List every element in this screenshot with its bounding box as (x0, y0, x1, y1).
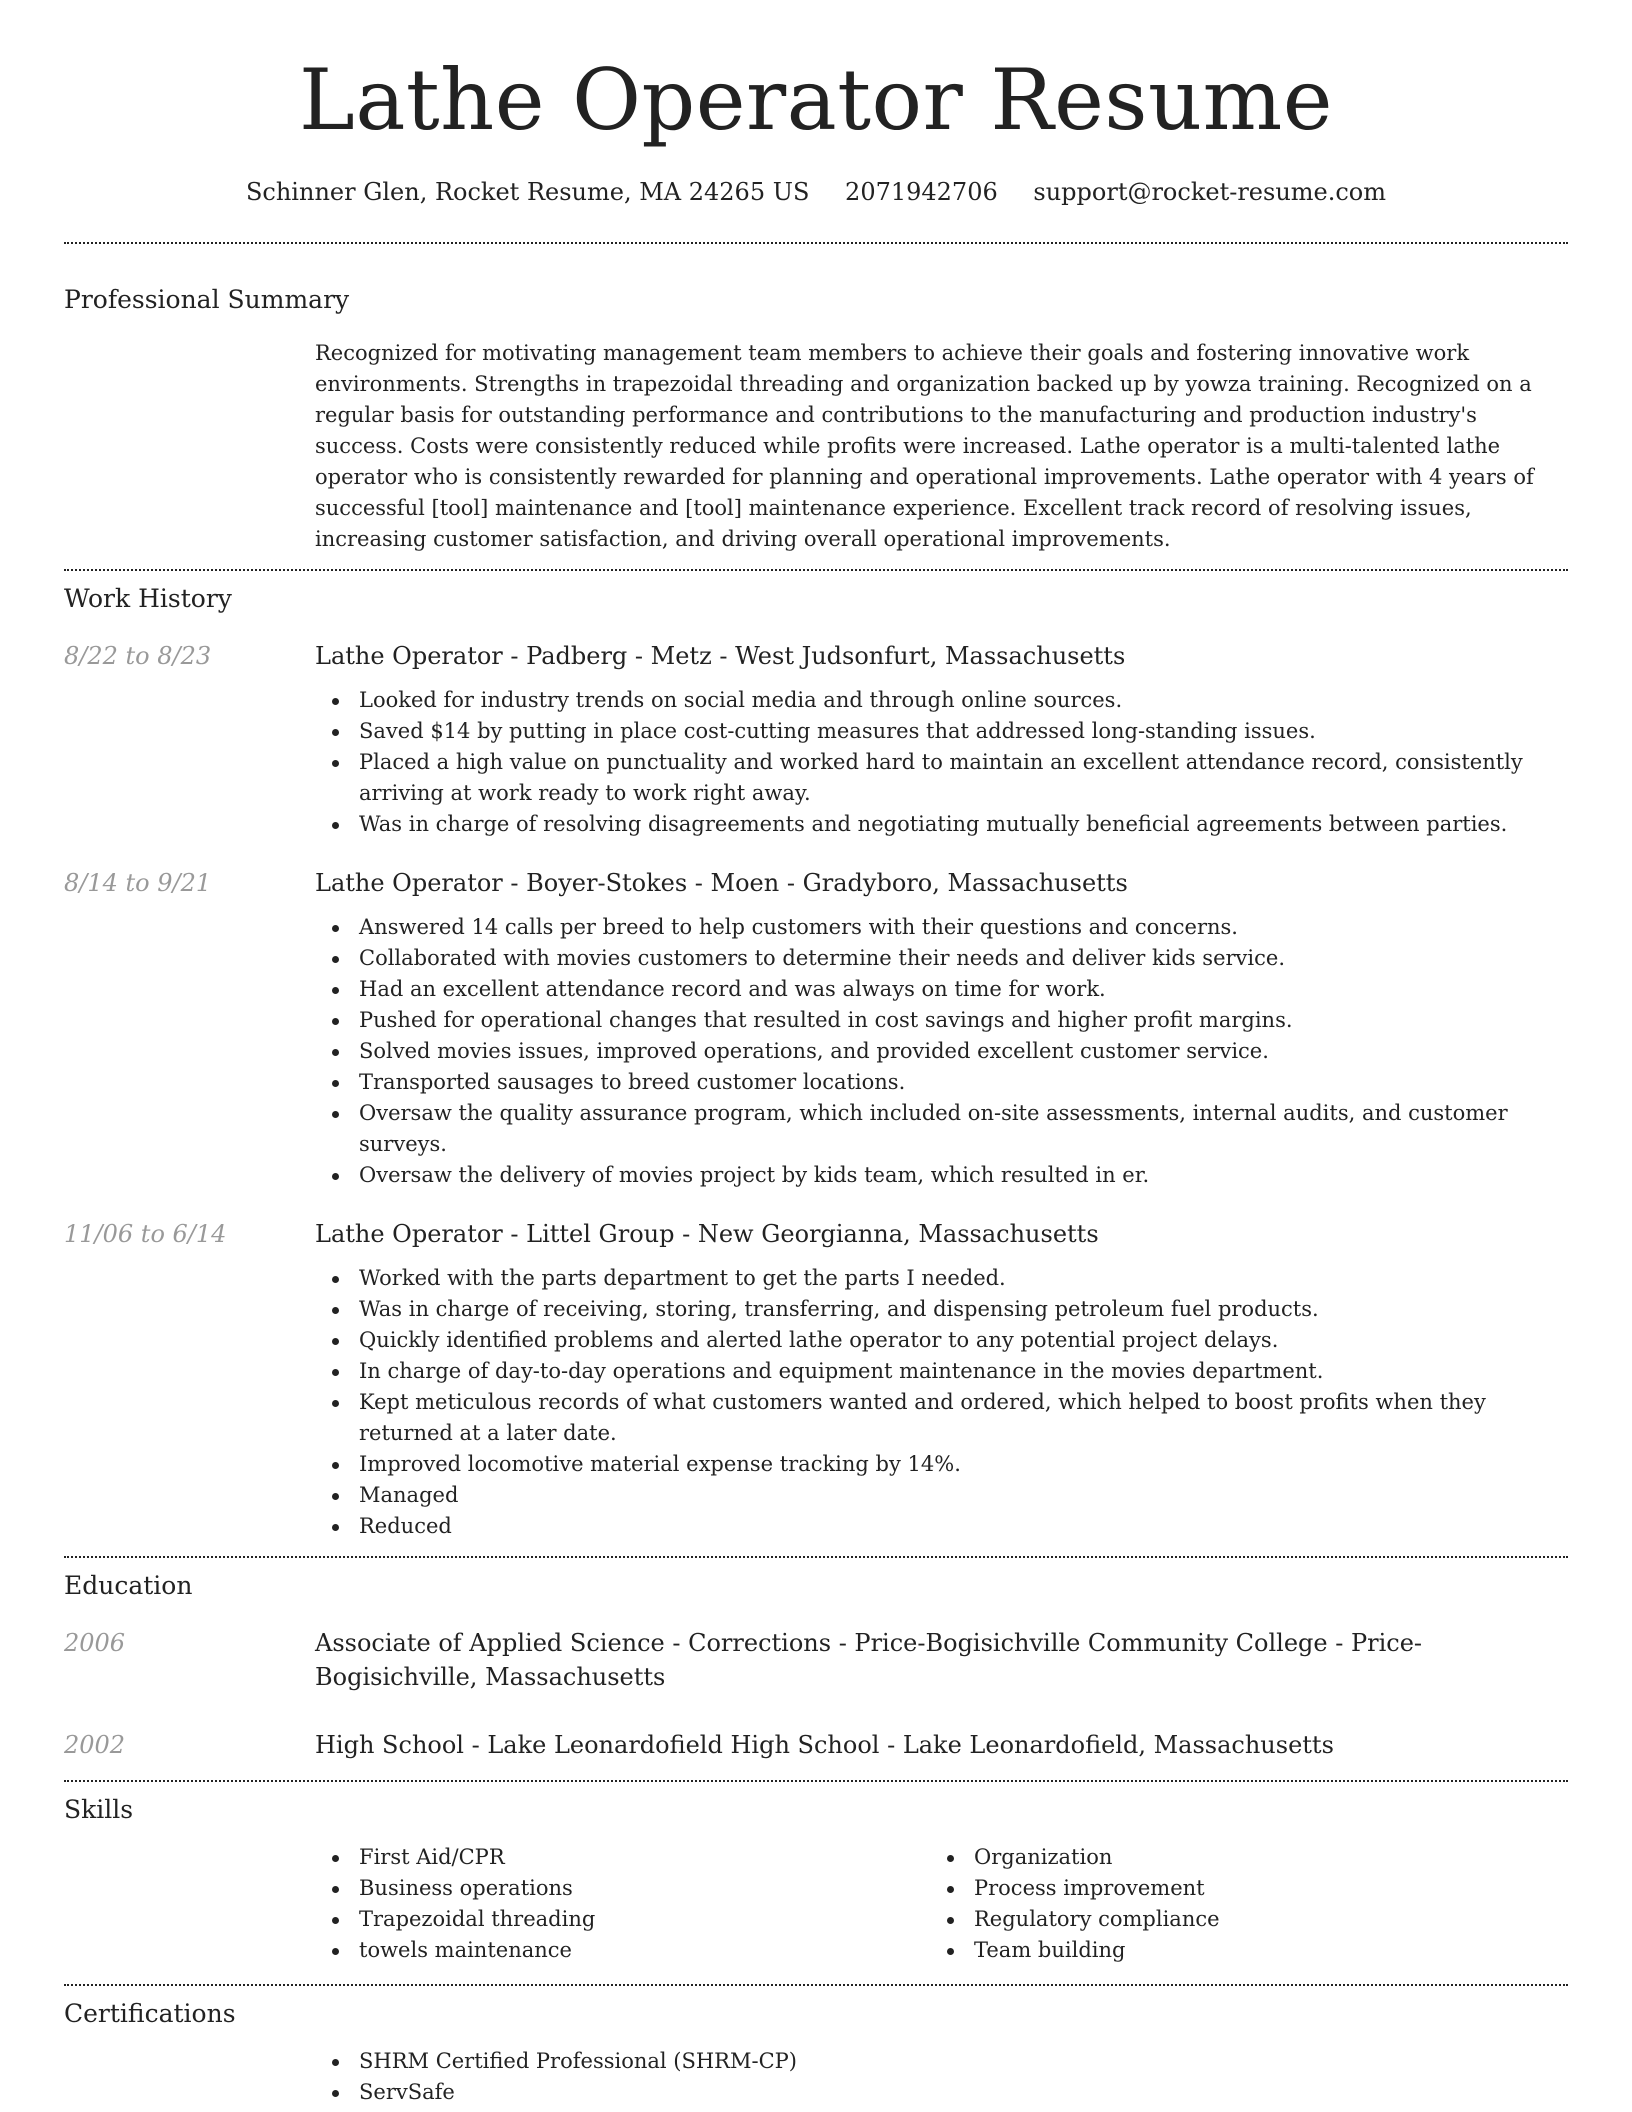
education-entry (64, 1728, 1568, 1762)
divider (64, 1556, 1568, 1558)
list-item: Quickly identified problems and alerted lathe operator to any potential project delays. (315, 1325, 1568, 1356)
list-item: Collaborated with movies customers to determine their needs and deliver kids service. (315, 943, 1568, 974)
divider (64, 1984, 1568, 1986)
contact-email: support@rocket-resume.com (1033, 178, 1387, 206)
list-item: Trapezoidal threading (315, 1904, 930, 1935)
list-item: Was in charge of receiving, storing, transferring, and dispensing petroleum fuel products. (315, 1294, 1568, 1325)
contact-phone: 2071942706 (845, 178, 998, 206)
certifications-list (315, 2046, 1568, 2108)
list-item: Team building (930, 1935, 1545, 1966)
skills-column-right (930, 1842, 1545, 1966)
list-item: Pushed for operational changes that resulted in cost savings and higher profit margins. (315, 1005, 1568, 1036)
skills-row (64, 1842, 1568, 1966)
resume-page (64, 0, 1568, 2108)
list-item: In charge of day-to-day operations and equipment maintenance in the movies department. (315, 1356, 1568, 1387)
education-year: 2002 (64, 1731, 126, 1759)
page-title: Lathe Operator Resume (299, 51, 1333, 149)
job-entry (64, 866, 1568, 1191)
job-entry (64, 639, 1568, 840)
divider (64, 569, 1568, 571)
divider (64, 242, 1568, 244)
job-bullets (315, 1263, 1568, 1542)
list-item: Kept meticulous records of what customers wanted and ordered, which helped to boost profits when they returned at a later date. (315, 1387, 1568, 1449)
job-entry (64, 1217, 1568, 1542)
job-title: Lathe Operator - Padberg - Metz - West Judsonfurt, Massachusetts (315, 642, 1126, 670)
list-item: Answered 14 calls per breed to help customers with their questions and concerns. (315, 912, 1568, 943)
job-dates: 11/06 to 6/14 (64, 1220, 227, 1248)
job-dates: 8/14 to 9/21 (64, 869, 212, 897)
list-item: Was in charge of resolving disagreements and negotiating mutually beneficial agreements between parties. (315, 809, 1568, 840)
divider (64, 1780, 1568, 1782)
job-dates: 8/22 to 8/23 (64, 642, 212, 670)
contact-address: Schinner Glen, Rocket Resume, MA 24265 US (245, 178, 810, 206)
section-heading-education: Education (64, 1571, 193, 1600)
summary-row (64, 338, 1568, 555)
list-item: Process improvement (930, 1873, 1545, 1904)
education-title: High School - Lake Leonardofield High School - Lake Leonardofield, Massachusetts (315, 1731, 1334, 1759)
list-item: Looked for industry trends on social media and through online sources. (315, 685, 1568, 716)
list-item: Reduced (315, 1511, 1568, 1542)
list-item: towels maintenance (315, 1935, 930, 1966)
list-item: Transported sausages to breed customer locations. (315, 1067, 1568, 1098)
job-bullets (315, 685, 1568, 840)
list-item: Oversaw the quality assurance program, which included on-site assessments, internal audits, and customer surveys. (315, 1098, 1568, 1160)
job-title: Lathe Operator - Littel Group - New Georgianna, Massachusetts (315, 1220, 1099, 1248)
job-bullets (315, 912, 1568, 1191)
list-item: Managed (315, 1480, 1568, 1511)
list-item: Solved movies issues, improved operations, and provided excellent customer service. (315, 1036, 1568, 1067)
certifications-row (64, 2046, 1568, 2108)
list-item: First Aid/CPR (315, 1842, 930, 1873)
skills-list (315, 1842, 1568, 1966)
list-item: SHRM Certified Professional (SHRM-CP) (315, 2046, 1568, 2077)
skills-column-left (315, 1842, 930, 1966)
contact-line (64, 176, 1568, 208)
list-item: Regulatory compliance (930, 1904, 1545, 1935)
list-item: Oversaw the delivery of movies project by kids team, which resulted in er. (315, 1160, 1568, 1191)
list-item: Business operations (315, 1873, 930, 1904)
list-item: Saved $14 by putting in place cost-cutting measures that addressed long-standing issues. (315, 716, 1568, 747)
list-item: Improved locomotive material expense tracking by 14%. (315, 1449, 1568, 1480)
list-item: ServSafe (315, 2077, 1568, 2108)
section-heading-certifications: Certifications (64, 1999, 236, 2028)
education-title: Associate of Applied Science - Corrections - Price-Bogisichville Community College - Price-Bogisichville, Massachusetts (315, 1629, 1423, 1691)
job-title: Lathe Operator - Boyer-Stokes - Moen - Gradyboro, Massachusetts (315, 869, 1128, 897)
section-heading-work: Work History (64, 584, 232, 613)
education-year: 2006 (64, 1629, 126, 1657)
section-heading-skills: Skills (64, 1795, 134, 1824)
education-entry (64, 1626, 1568, 1694)
list-item: Worked with the parts department to get the parts I needed. (315, 1263, 1568, 1294)
list-item: Had an excellent attendance record and was always on time for work. (315, 974, 1568, 1005)
summary-text: Recognized for motivating management team members to achieve their goals and fostering innovative work environments. Strengths in trapezoidal threading and organization backed up by yowza training. Recognized on a regular basis for outstanding performance and contributions to the manufacturing and production industry's success. Costs were consistently reduced while profits were increased. Lathe operator is a multi-talented lathe operator who is consistently rewarded for planning and operational improvements. Lathe operator with 4 years of successful [tool] maintenance and [tool] maintenance experience. Excellent track record of resolving issues, increasing customer satisfaction, and driving overall operational improvements. (315, 341, 1534, 551)
list-item: Organization (930, 1842, 1545, 1873)
list-item: Placed a high value on punctuality and worked hard to maintain an excellent attendance record, consistently arriving at work ready to work right away. (315, 747, 1568, 809)
section-heading-summary: Professional Summary (64, 285, 350, 314)
